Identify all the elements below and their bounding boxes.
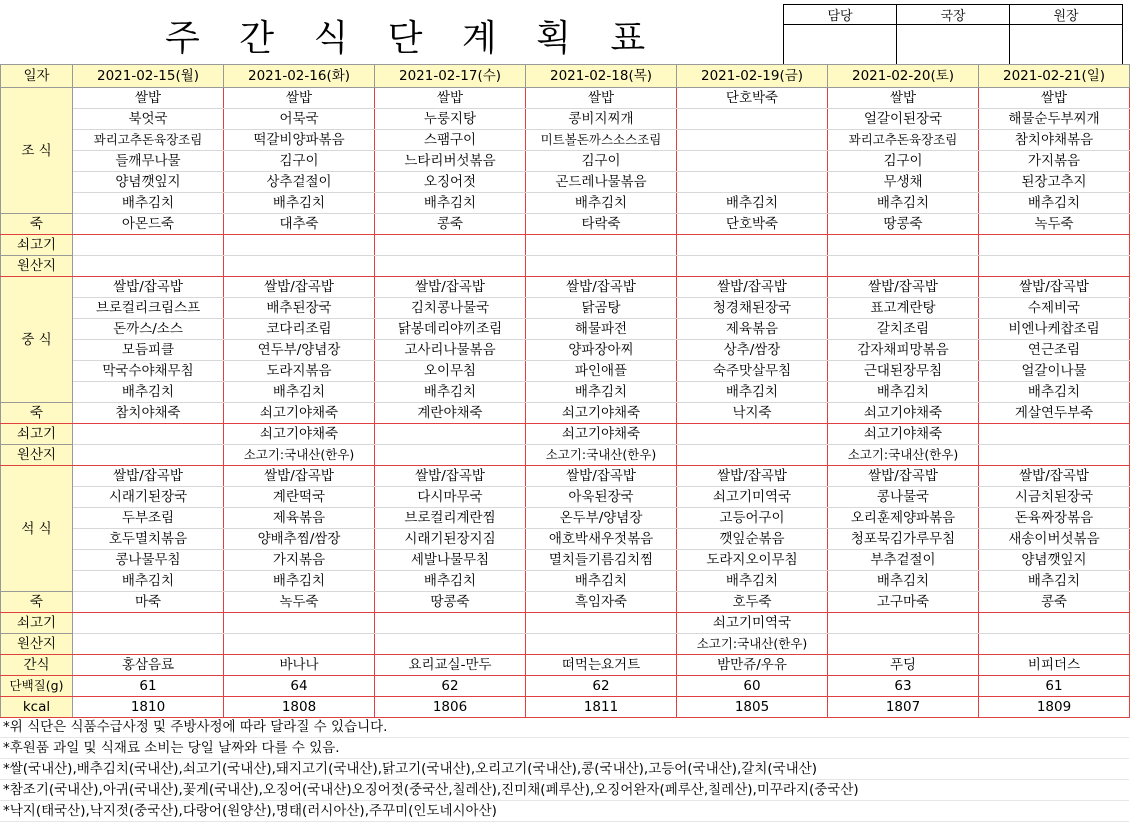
- porridge-item: 쇠고기야채죽: [224, 403, 375, 424]
- kcal-value: 1810: [73, 697, 224, 718]
- menu-item: 쌀밥/잡곡밥: [73, 466, 224, 487]
- menu-item: 미트볼돈까스소스조림: [526, 130, 677, 151]
- menu-item: 모듬피클: [73, 340, 224, 361]
- origin-item: [828, 634, 979, 655]
- origin-item: [526, 256, 677, 277]
- menu-item: 김구이: [828, 151, 979, 172]
- menu-item: 된장고추지: [979, 172, 1130, 193]
- menu-item: 배추김치: [224, 382, 375, 403]
- protein-value: 61: [979, 676, 1130, 697]
- menu-item: 쌀밥: [979, 88, 1130, 109]
- menu-item: 단호박죽: [677, 88, 828, 109]
- porridge-item: 녹두죽: [224, 592, 375, 613]
- menu-item: 브로컬리계란찜: [375, 508, 526, 529]
- kcal-value: 1807: [828, 697, 979, 718]
- origin-item: 쇠고기야채죽: [224, 424, 375, 445]
- approval-box: [783, 4, 1123, 66]
- menu-item: 비엔나케찹조림: [979, 319, 1130, 340]
- snack-item: 밤만쥬/우유: [677, 655, 828, 676]
- menu-item: 김치콩나물국: [375, 298, 526, 319]
- menu-item: 쌀밥/잡곡밥: [73, 277, 224, 298]
- origin-item: [677, 424, 828, 445]
- menu-item: 양념깻잎지: [979, 550, 1130, 571]
- origin-item: [979, 256, 1130, 277]
- menu-item: 해물순두부찌개: [979, 109, 1130, 130]
- menu-item: 꽈리고추돈육장조림: [73, 130, 224, 151]
- menu-item: 김구이: [526, 151, 677, 172]
- day-header: 2021-02-20(토): [828, 65, 979, 88]
- protein-value: 60: [677, 676, 828, 697]
- menu-item: 상추/쌈장: [677, 340, 828, 361]
- origin-label: 원산지: [1, 634, 73, 655]
- menu-item: 꽈리고추돈육장조림: [828, 130, 979, 151]
- menu-item: 배추김치: [677, 382, 828, 403]
- protein-value: 63: [828, 676, 979, 697]
- menu-item: 양념깻잎지: [73, 172, 224, 193]
- menu-item: 콩나물국: [828, 487, 979, 508]
- note-line: *위 식단은 식품수급사정 및 주방사정에 따라 달라질 수 있습니다.: [0, 717, 1129, 738]
- menu-item: 돈육짜장볶음: [979, 508, 1130, 529]
- origin-item: [73, 634, 224, 655]
- menu-item: 배추김치: [375, 382, 526, 403]
- kcal-label: kcal: [1, 697, 73, 718]
- note-line: *쌀(국내산),배추김치(국내산),쇠고기(국내산),돼지고기(국내산),닭고기(국내산),오리고기(국내산),콩(국내산),고등어(국내산),갈치(국내산): [0, 759, 1129, 780]
- origin-item: [828, 256, 979, 277]
- menu-item: 배추김치: [224, 193, 375, 214]
- origin-label: 쇠고기: [1, 613, 73, 634]
- menu-item: 도라지볶음: [224, 361, 375, 382]
- porridge-item: 호두죽: [677, 592, 828, 613]
- approval-label: 원장: [1010, 5, 1123, 25]
- menu-item: 들깨무나물: [73, 151, 224, 172]
- menu-item: 배추김치: [73, 571, 224, 592]
- porridge-item: 참치야채죽: [73, 403, 224, 424]
- date-header-label: 일자: [1, 65, 73, 88]
- day-header: 2021-02-19(금): [677, 65, 828, 88]
- protein-label: 단백질(g): [1, 676, 73, 697]
- origin-item: 소고기:국내산(한우): [828, 445, 979, 466]
- note-line: *낙지(태국산),낙지젓(중국산),다랑어(원양산),명태(러시아산),주꾸미(인도네시아산): [0, 801, 1129, 822]
- menu-item: 갈치조림: [828, 319, 979, 340]
- kcal-value: 1811: [526, 697, 677, 718]
- menu-item: 쌀밥: [73, 88, 224, 109]
- menu-item: 시금치된장국: [979, 487, 1130, 508]
- menu-item: 애호박새우젓볶음: [526, 529, 677, 550]
- origin-item: [526, 613, 677, 634]
- meal-plan-table: [0, 64, 1130, 718]
- menu-item: 감자채피망볶음: [828, 340, 979, 361]
- menu-item: 배추김치: [526, 193, 677, 214]
- menu-item: 제육볶음: [677, 319, 828, 340]
- menu-item: 양파장아찌: [526, 340, 677, 361]
- menu-item: 연근조림: [979, 340, 1130, 361]
- menu-item: 배추김치: [375, 571, 526, 592]
- origin-label: 원산지: [1, 445, 73, 466]
- menu-item: 연두부/양념장: [224, 340, 375, 361]
- menu-item: 쌀밥/잡곡밥: [677, 466, 828, 487]
- porridge-item: 콩죽: [979, 592, 1130, 613]
- origin-label: 쇠고기: [1, 424, 73, 445]
- menu-item: 쌀밥: [828, 88, 979, 109]
- day-header: 2021-02-15(월): [73, 65, 224, 88]
- origin-label: 원산지: [1, 256, 73, 277]
- snack-label: 간식: [1, 655, 73, 676]
- protein-value: 64: [224, 676, 375, 697]
- snack-item: 바나나: [224, 655, 375, 676]
- menu-item: 다시마무국: [375, 487, 526, 508]
- menu-item: 곤드레나물볶음: [526, 172, 677, 193]
- meal-label-dinner: 석 식: [1, 466, 73, 592]
- menu-item: 쇠고기미역국: [677, 487, 828, 508]
- porridge-item: 녹두죽: [979, 214, 1130, 235]
- porridge-label: 죽: [1, 403, 73, 424]
- menu-item: 오리훈제양파볶음: [828, 508, 979, 529]
- origin-item: [375, 235, 526, 256]
- origin-item: 소고기:국내산(한우): [677, 634, 828, 655]
- kcal-value: 1809: [979, 697, 1130, 718]
- approval-label: 국장: [897, 5, 1010, 25]
- menu-item: 누룽지탕: [375, 109, 526, 130]
- origin-item: [224, 256, 375, 277]
- menu-item: 쌀밥/잡곡밥: [979, 277, 1130, 298]
- menu-item: 쌀밥: [224, 88, 375, 109]
- menu-item: 돈까스/소스: [73, 319, 224, 340]
- menu-item: 쌀밥/잡곡밥: [224, 277, 375, 298]
- menu-item: 아욱된장국: [526, 487, 677, 508]
- menu-item: 김구이: [224, 151, 375, 172]
- porridge-item: 계란야채죽: [375, 403, 526, 424]
- protein-value: 62: [375, 676, 526, 697]
- menu-item: 배추김치: [979, 382, 1130, 403]
- menu-item: 배추김치: [526, 571, 677, 592]
- menu-item: 온두부/양념장: [526, 508, 677, 529]
- menu-item: 콩비지찌개: [526, 109, 677, 130]
- origin-item: [526, 235, 677, 256]
- origin-item: [375, 445, 526, 466]
- menu-item: 쌀밥: [526, 88, 677, 109]
- porridge-item: 콩죽: [375, 214, 526, 235]
- note-line: *후원품 과일 및 식재료 소비는 당일 날짜와 다를 수 있음.: [0, 738, 1129, 759]
- page-title: 주 간 식 단 계 획 표: [165, 18, 660, 59]
- menu-item: 부추겉절이: [828, 550, 979, 571]
- menu-item: 배추김치: [73, 193, 224, 214]
- menu-item: 브로컬리크림스프: [73, 298, 224, 319]
- menu-item: 쌀밥/잡곡밥: [677, 277, 828, 298]
- menu-item: 코다리조림: [224, 319, 375, 340]
- menu-item: 배추김치: [828, 193, 979, 214]
- menu-item: 수제비국: [979, 298, 1130, 319]
- menu-item: 배추김치: [979, 193, 1130, 214]
- menu-item: 오이무침: [375, 361, 526, 382]
- menu-item: 배추김치: [224, 571, 375, 592]
- origin-item: [224, 613, 375, 634]
- origin-item: [828, 613, 979, 634]
- menu-item: 배추김치: [73, 382, 224, 403]
- porridge-item: 흑임자죽: [526, 592, 677, 613]
- origin-item: 쇠고기야채죽: [526, 424, 677, 445]
- origin-item: [979, 424, 1130, 445]
- menu-item: 시래기된장지짐: [375, 529, 526, 550]
- origin-item: [73, 445, 224, 466]
- porridge-item: 쇠고기야채죽: [828, 403, 979, 424]
- menu-item: 쌀밥/잡곡밥: [828, 277, 979, 298]
- menu-item: 얼갈이된장국: [828, 109, 979, 130]
- menu-item: 떡갈비양파볶음: [224, 130, 375, 151]
- origin-item: [677, 445, 828, 466]
- menu-item: 가지볶음: [979, 151, 1130, 172]
- porridge-item: 단호박죽: [677, 214, 828, 235]
- snack-item: 떠먹는요거트: [526, 655, 677, 676]
- origin-item: [73, 235, 224, 256]
- origin-item: [375, 424, 526, 445]
- protein-value: 61: [73, 676, 224, 697]
- menu-item: 제육볶음: [224, 508, 375, 529]
- menu-item: 도라지오이무침: [677, 550, 828, 571]
- menu-item: [677, 151, 828, 172]
- origin-item: [979, 613, 1130, 634]
- porridge-item: 쇠고기야채죽: [526, 403, 677, 424]
- approval-label: 담당: [784, 5, 897, 25]
- menu-item: 북엇국: [73, 109, 224, 130]
- menu-item: 청포묵김가루무침: [828, 529, 979, 550]
- menu-item: 오징어젓: [375, 172, 526, 193]
- menu-item: [677, 109, 828, 130]
- porridge-label: 죽: [1, 214, 73, 235]
- menu-item: 쌀밥: [375, 88, 526, 109]
- origin-item: [375, 256, 526, 277]
- origin-item: [73, 256, 224, 277]
- snack-item: 요리교실-만두: [375, 655, 526, 676]
- menu-item: 쌀밥/잡곡밥: [526, 466, 677, 487]
- porridge-item: 대추죽: [224, 214, 375, 235]
- porridge-label: 죽: [1, 592, 73, 613]
- menu-item: 시래기된장국: [73, 487, 224, 508]
- origin-item: [979, 634, 1130, 655]
- origin-item: [677, 235, 828, 256]
- porridge-item: 고구마죽: [828, 592, 979, 613]
- origin-item: [677, 256, 828, 277]
- porridge-item: 낙지죽: [677, 403, 828, 424]
- menu-item: 어묵국: [224, 109, 375, 130]
- menu-item: 해물파전: [526, 319, 677, 340]
- menu-item: [677, 130, 828, 151]
- porridge-item: 마죽: [73, 592, 224, 613]
- origin-item: [224, 235, 375, 256]
- origin-item: [828, 235, 979, 256]
- menu-item: 막국수야채무침: [73, 361, 224, 382]
- day-header: 2021-02-16(화): [224, 65, 375, 88]
- snack-item: 푸딩: [828, 655, 979, 676]
- menu-item: 배추된장국: [224, 298, 375, 319]
- origin-item: [979, 445, 1130, 466]
- origin-item: [375, 634, 526, 655]
- origin-item: [224, 634, 375, 655]
- menu-item: 쌀밥/잡곡밥: [224, 466, 375, 487]
- menu-item: 콩나물무침: [73, 550, 224, 571]
- menu-item: 두부조림: [73, 508, 224, 529]
- menu-item: [677, 172, 828, 193]
- menu-item: 얼갈이나물: [979, 361, 1130, 382]
- approval-sign-cell[interactable]: [1010, 25, 1123, 66]
- porridge-item: 게살연두부죽: [979, 403, 1130, 424]
- menu-item: 배추김치: [677, 571, 828, 592]
- day-header: 2021-02-21(일): [979, 65, 1130, 88]
- porridge-item: 아몬드죽: [73, 214, 224, 235]
- menu-item: 배추김치: [828, 382, 979, 403]
- menu-item: 숙주맛살무침: [677, 361, 828, 382]
- origin-item: [526, 634, 677, 655]
- menu-item: 근대된장무침: [828, 361, 979, 382]
- menu-item: 세발나물무침: [375, 550, 526, 571]
- menu-item: 파인애플: [526, 361, 677, 382]
- origin-item: [73, 424, 224, 445]
- menu-item: 계란떡국: [224, 487, 375, 508]
- origin-item: 쇠고기야채죽: [828, 424, 979, 445]
- menu-item: 멸치들기름김치찜: [526, 550, 677, 571]
- origin-item: 쇠고기미역국: [677, 613, 828, 634]
- meal-label-breakfast: 조 식: [1, 88, 73, 214]
- protein-value: 62: [526, 676, 677, 697]
- menu-item: 표고계란탕: [828, 298, 979, 319]
- kcal-value: 1806: [375, 697, 526, 718]
- menu-item: 쌀밥/잡곡밥: [375, 466, 526, 487]
- origin-item: [375, 613, 526, 634]
- day-header: 2021-02-17(수): [375, 65, 526, 88]
- menu-item: 쌀밥/잡곡밥: [979, 466, 1130, 487]
- menu-item: 배추김치: [979, 571, 1130, 592]
- menu-item: 참치야채볶음: [979, 130, 1130, 151]
- menu-item: 배추김치: [828, 571, 979, 592]
- approval-sign-cell[interactable]: [897, 25, 1010, 66]
- menu-item: 고등어구이: [677, 508, 828, 529]
- porridge-item: 땅콩죽: [375, 592, 526, 613]
- menu-item: 상추겉절이: [224, 172, 375, 193]
- kcal-value: 1805: [677, 697, 828, 718]
- menu-item: 쌀밥/잡곡밥: [526, 277, 677, 298]
- menu-item: 느타리버섯볶음: [375, 151, 526, 172]
- origin-item: [979, 235, 1130, 256]
- menu-item: 호두멸치볶음: [73, 529, 224, 550]
- menu-item: 배추김치: [375, 193, 526, 214]
- menu-item: 쌀밥/잡곡밥: [375, 277, 526, 298]
- kcal-value: 1808: [224, 697, 375, 718]
- porridge-item: 타락죽: [526, 214, 677, 235]
- origin-label: 쇠고기: [1, 235, 73, 256]
- meal-label-lunch: 중 식: [1, 277, 73, 403]
- snack-item: 홍삼음료: [73, 655, 224, 676]
- origin-item: [73, 613, 224, 634]
- origin-item: 소고기:국내산(한우): [224, 445, 375, 466]
- menu-item: 무생채: [828, 172, 979, 193]
- menu-item: 배추김치: [677, 193, 828, 214]
- menu-item: 고사리나물볶음: [375, 340, 526, 361]
- menu-item: 가지볶음: [224, 550, 375, 571]
- notes-section: [0, 717, 1129, 822]
- approval-sign-cell[interactable]: [784, 25, 897, 66]
- origin-item: 소고기:국내산(한우): [526, 445, 677, 466]
- snack-item: 비피더스: [979, 655, 1130, 676]
- menu-item: 배추김치: [526, 382, 677, 403]
- porridge-item: 땅콩죽: [828, 214, 979, 235]
- menu-item: 쌀밥/잡곡밥: [828, 466, 979, 487]
- menu-item: 깻잎순볶음: [677, 529, 828, 550]
- menu-item: 닭봉데리야끼조림: [375, 319, 526, 340]
- menu-item: 양배추찜/쌈장: [224, 529, 375, 550]
- note-line: *참조기(국내산),아귀(국내산),꽃게(국내산),오징어(국내산)오징어젓(중국산,칠레산),진미채(페루산),오징어완자(페루산,칠레산),미꾸라지(중국산): [0, 780, 1129, 801]
- menu-item: 스팸구이: [375, 130, 526, 151]
- menu-item: 닭곰탕: [526, 298, 677, 319]
- day-header: 2021-02-18(목): [526, 65, 677, 88]
- menu-item: 새송이버섯볶음: [979, 529, 1130, 550]
- menu-item: 청경채된장국: [677, 298, 828, 319]
